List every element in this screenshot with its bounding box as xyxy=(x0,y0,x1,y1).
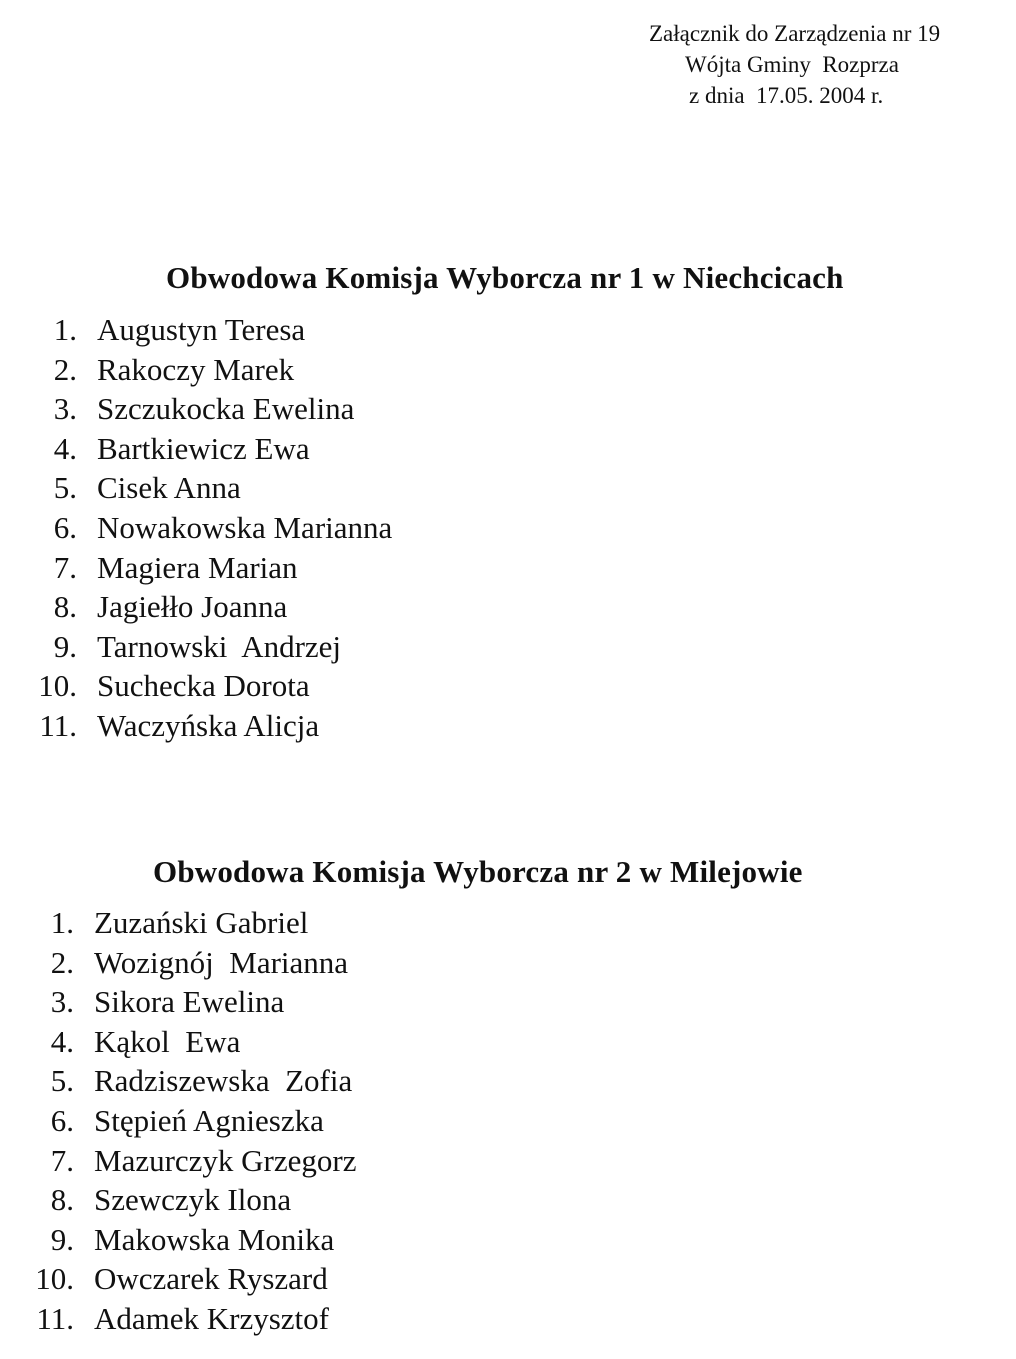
attachment-header-line: Wójta Gminy Rozprza xyxy=(685,52,899,77)
member-name: Owczarek Ryszard xyxy=(94,1261,328,1297)
list-item-number-box xyxy=(15,429,77,469)
member-name: Makowska Monika xyxy=(94,1221,335,1257)
list-item-number: 1. xyxy=(50,905,74,940)
list-item-number-box xyxy=(12,1299,74,1339)
attachment-header-line: z dnia 17.05. 2004 r. xyxy=(689,83,884,108)
section-title: Obwodowa Komisja Wyborcza nr 2 w Milejowie xyxy=(153,853,803,889)
list-item-number-box xyxy=(12,1180,74,1220)
list-item-number: 5. xyxy=(53,470,77,506)
list-item-number-box xyxy=(15,389,77,429)
list-item-number: 3. xyxy=(50,984,74,1020)
attachment-header xyxy=(600,18,1016,111)
member-name: Rakoczy Marek xyxy=(97,351,295,387)
list-item-number: 11. xyxy=(39,707,77,743)
list-item-number-box xyxy=(12,1141,74,1181)
attachment-header-line: Załącznik do Zarządzenia nr 19 xyxy=(649,21,941,46)
list-item-number: 8. xyxy=(53,589,77,625)
member-name: Bartkiewicz Ewa xyxy=(97,430,310,466)
member-name: Magiera Marian xyxy=(97,549,298,585)
list-item-number: 3. xyxy=(53,391,77,427)
list-item-number-box xyxy=(12,1022,74,1062)
list-item-number-box xyxy=(15,468,77,508)
list-item-number: 5. xyxy=(50,1063,74,1099)
list-item-number-box xyxy=(12,1220,74,1260)
list-item-number-box xyxy=(12,903,74,943)
member-name: Radziszewska Zofia xyxy=(94,1063,353,1099)
list-item-number-box xyxy=(15,310,77,350)
list-item-number: 4. xyxy=(53,430,77,466)
list-item-number-box xyxy=(15,508,77,548)
list-item-number: 2. xyxy=(50,944,74,980)
member-name: Tarnowski Andrzej xyxy=(97,628,342,664)
list-item-number: 8. xyxy=(50,1182,74,1218)
member-name: Zuzański Gabriel xyxy=(94,905,309,940)
list-item-number-box xyxy=(12,1259,74,1299)
list-item-number: 9. xyxy=(50,1221,74,1257)
list-item-number-box xyxy=(15,548,77,588)
list-item-number: 7. xyxy=(53,549,77,585)
list-item-number-box xyxy=(15,587,77,627)
member-name: Sikora Ewelina xyxy=(94,984,285,1020)
list-item-number: 2. xyxy=(53,351,77,387)
list-item-number: 7. xyxy=(50,1142,74,1178)
member-name: Szewczyk Ilona xyxy=(94,1182,292,1218)
member-name: Cisek Anna xyxy=(97,470,241,506)
list-item-number-box xyxy=(12,982,74,1022)
member-name: Waczyńska Alicja xyxy=(97,707,320,743)
list-item-number-box xyxy=(12,943,74,983)
list-item-number: 6. xyxy=(53,509,77,545)
member-name: Kąkol Ewa xyxy=(94,1023,241,1059)
list-item-number: 11. xyxy=(36,1300,74,1336)
list-item-number: 4. xyxy=(50,1023,74,1059)
member-name: Mazurczyk Grzegorz xyxy=(94,1142,357,1178)
list-item-number: 1. xyxy=(53,312,77,347)
list-item-number-box xyxy=(15,350,77,390)
list-item-number-box xyxy=(12,1061,74,1101)
member-name: Augustyn Teresa xyxy=(97,312,306,347)
member-name: Stępień Agnieszka xyxy=(94,1102,324,1138)
list-item-number: 9. xyxy=(53,628,77,664)
member-name: Nowakowska Marianna xyxy=(97,509,393,545)
member-name: Adamek Krzysztof xyxy=(94,1300,329,1336)
list-item-number: 6. xyxy=(50,1102,74,1138)
list-item-number-box xyxy=(15,666,77,706)
section-title: Obwodowa Komisja Wyborcza nr 1 w Niechcicach xyxy=(166,259,844,295)
member-name: Suchecka Dorota xyxy=(97,668,310,704)
list-item-number: 10. xyxy=(38,668,77,704)
list-item-number-box xyxy=(15,706,77,746)
list-item-number-box xyxy=(12,1101,74,1141)
member-name: Jagiełło Joanna xyxy=(97,589,288,625)
list-item-number: 10. xyxy=(35,1261,74,1297)
member-name: Szczukocka Ewelina xyxy=(97,391,355,427)
member-name: Wozignój Marianna xyxy=(94,944,349,980)
list-item-number-box xyxy=(15,627,77,667)
